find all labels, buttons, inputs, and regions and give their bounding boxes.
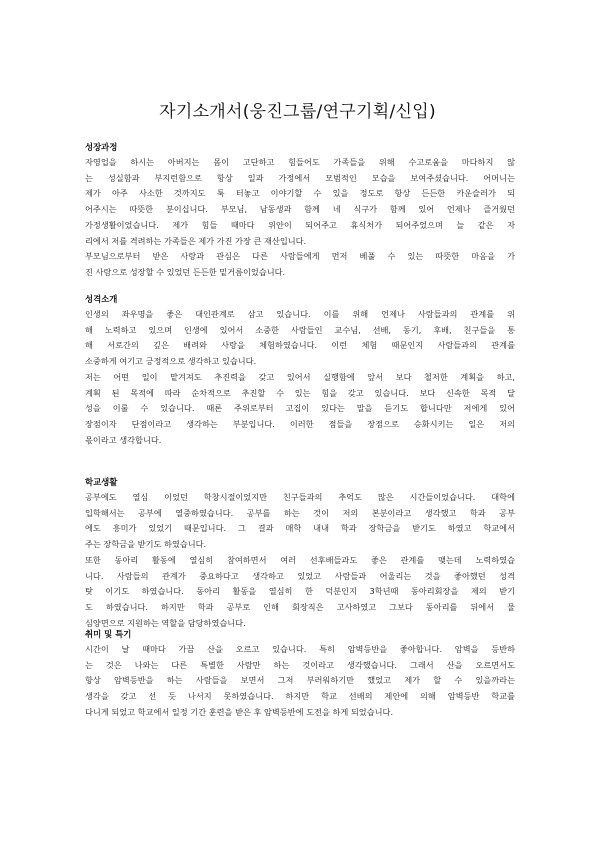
- section-heading: 학교생활: [85, 477, 118, 487]
- body-line: 입학해서는 공부에 열중하였습니다. 공부를 하는 것이 저의 본분이라고 생각했고 학과 공부: [85, 507, 515, 518]
- body-line: 또한 동아리 활동에 열심히 참여하면서 여러 선후배들과도 좋은 관계를 맺는데 노력하였습: [85, 554, 515, 565]
- body-line: 는 것은 나와는 다른 특별한 사람만 하는 것이라고 생각했습니다. 그래서 산을 오르면서도: [85, 659, 515, 670]
- body-line: 인생의 좌우명을 좋은 대인관계로 삼고 있습니다. 이를 위해 언제나 사람들과의 관계를 위: [85, 309, 515, 319]
- body-line: 도 하였습니다. 하지만 학과 공부로 인해 회장직은 고사하였고 그보다 동아리를 뒤에서 물: [85, 601, 515, 612]
- body-line: 해 노력하고 있으며 인생에 있어서 소중한 사람들인 교수님, 선배, 동기, 후배, 친구들을 통: [85, 324, 515, 335]
- body-line: 공부에도 열심 이었던 학창시절이었지만 친구들과의 추억도 많은 시간들이었습니다. 대학에: [85, 492, 515, 502]
- body-line: 니다. 사람들의 관계가 중요하다고 생각하고 있었고 사람들과 어울리는 것을 좋아했던 성격: [85, 570, 515, 581]
- body-line: 탓 이기도 하였습니다. 동아리 활동을 열심히 한 덕분인지 3학년때 동아리회장을 제의 받기: [85, 586, 515, 597]
- body-line: 자영업을 하시는 아버지는 몸이 고단하고 힘들어도 가족들을 위해 수고로움을 마다하지 않: [85, 157, 515, 167]
- body-line: 다니게 되었고 학교에서 일정 기간 훈련을 받은 후 암벽등반에 도전을 하게 되었습니다.: [85, 706, 394, 717]
- section-personality: [85, 292, 515, 448]
- section-body: [85, 307, 515, 448]
- body-line: 는 성실함과 부지런함으로 항상 일과 가정에서 모범적인 모습을 보여주셨습니다. 어머니는: [85, 172, 515, 183]
- section-heading: 성장과정: [85, 142, 118, 152]
- body-line: 저는 어떤 일이 맡겨져도 추진력을 갖고 있어서 실행함에 앞서 보다 철저한 계획을 하고,: [85, 371, 515, 382]
- body-line: 부모님으로부터 받은 사랑과 관심은 다른 사람들에게 먼저 베풀 수 있는 따뜻한 마음을 가: [85, 251, 515, 262]
- body-line: 어주시는 따뜻한 분이십니다. 부모님, 남동생과 함께 네 식구가 함께 있어 언제나 즐거웠던: [85, 204, 515, 215]
- body-line: 리에서 저를 격려하는 가족들은 제가 가진 가장 큰 재산입니다.: [85, 235, 307, 246]
- section-body: [85, 642, 515, 721]
- body-line: 해 서로간의 깊은 배려와 사랑을 체험하였습니다. 이런 체험 때문인지 사람들과의 관계를: [85, 340, 515, 351]
- section-school-life: [85, 475, 515, 631]
- body-line: 항상 암벽등반을 하는 사람들을 보면서 그저 부러워하기만 했었고 제가 할 수 있을까라는: [85, 675, 515, 686]
- section-body: [85, 490, 515, 631]
- body-line: 가정생활이었습니다. 제가 힘들 때마다 위안이 되어주고 휴식처가 되어주었으며 늘 같은 자: [85, 219, 515, 230]
- body-line: 계획 된 목적에 따라 순차적으로 추진할 수 있는 힘을 갖고 있습니다. 보다 신속한 목적 달: [85, 387, 515, 398]
- body-line: 몫이라고 생각합니다.: [85, 434, 162, 445]
- section-hobbies: [85, 627, 515, 721]
- body-line: 시간이 날 때마다 가끔 산을 오르고 있습니다. 특히 암벽등반을 좋아합니다. 암벽을 등반하: [85, 644, 515, 654]
- body-line: 장점이자 단점이라고 생각하는 부분입니다. 이러한 점들을 장점으로 승화시키는 일은 저의: [85, 418, 515, 429]
- body-line: 소중하게 여기고 긍정적으로 생각하고 있습니다.: [85, 356, 257, 367]
- body-line: 성을 이룰 수 있습니다. 때론 주위로부터 고집이 있다는 말을 듣기도 합니다만 저에게 있어: [85, 403, 515, 414]
- body-line: 주는 장학금을 받기도 하였습니다.: [85, 539, 207, 550]
- body-line: 에도 흥미가 있었기 때문입니다. 그 결과 매학 내내 학과 장학금을 받기도 하였고 학교에서: [85, 523, 515, 534]
- body-line: 제가 아주 사소한 것까지도 툭 터놓고 이야기할 수 있을 정도로 항상 든든한 카운슬러가 되: [85, 188, 515, 199]
- body-line: 심양면으로 지원하는 역할을 담당하였습니다.: [85, 617, 246, 628]
- body-line: 생각을 갖고 선 듯 나서지 못하였습니다. 하지만 학교 선배의 제안에 의해 암벽등반 학교를: [85, 691, 515, 702]
- section-body: [85, 155, 515, 281]
- body-line: 진 사람으로 성장할 수 있었던 든든한 밑거름이었습니다.: [85, 266, 286, 277]
- section-heading: 취미 및 특기: [85, 629, 132, 639]
- section-growth: [85, 140, 515, 281]
- document-title: 자기소개서(웅진그룹/연구기획/신입): [159, 102, 436, 122]
- section-heading: 성격소개: [85, 294, 118, 304]
